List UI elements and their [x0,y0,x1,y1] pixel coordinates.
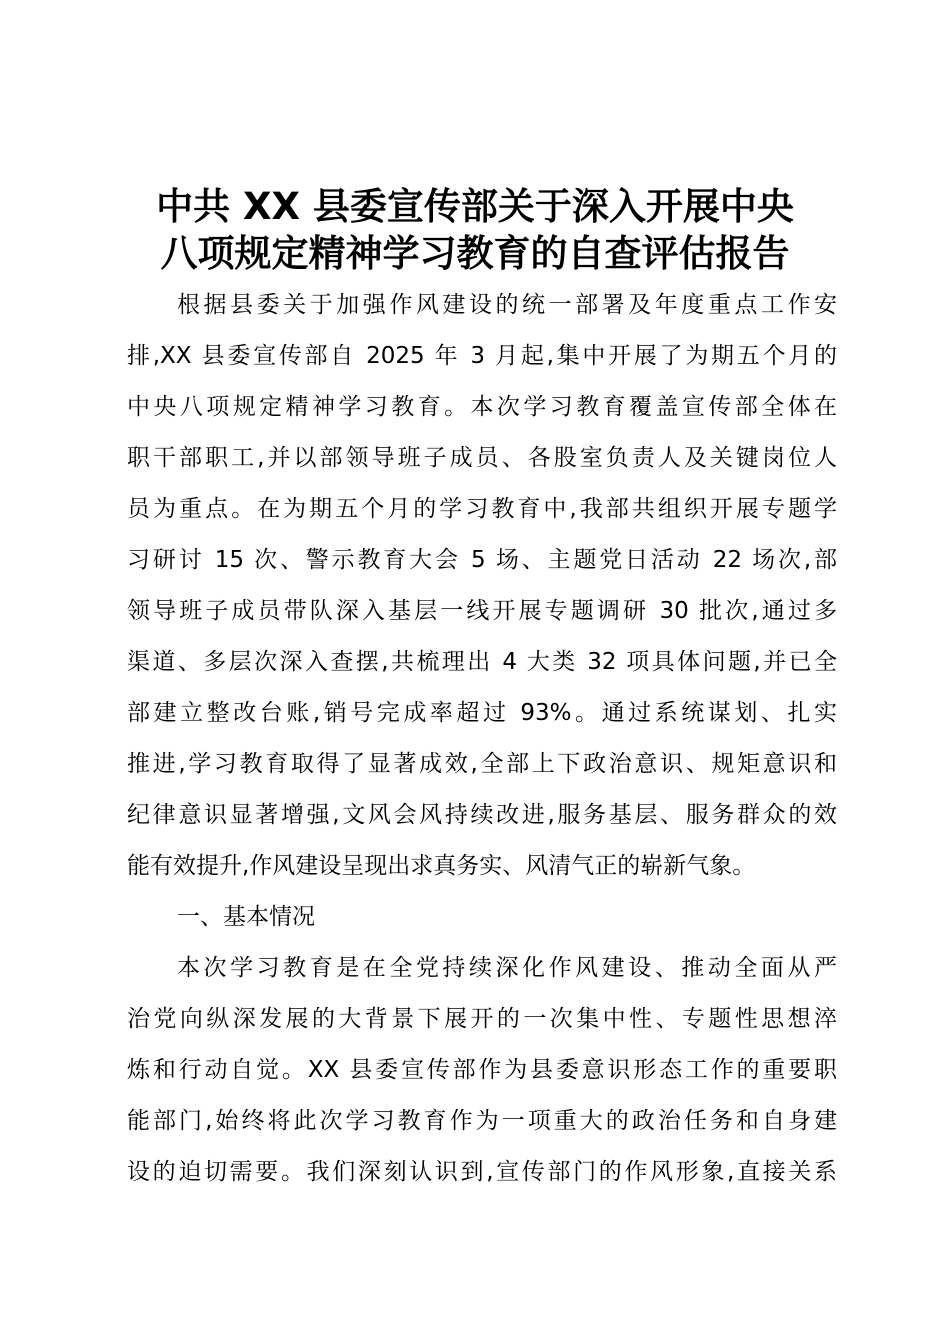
paragraph-line: 治党向纵深发展的大背景下展开的一次集中性、专题性思想淬 [127,1006,837,1032]
section-heading: 一、基本情况 [177,904,315,930]
paragraph-line: 领导班子成员带队深入基层一线开展专题调研 30 批次,通过多 [127,598,837,624]
paragraph-line: 设的迫切需要。我们深刻认识到,宣传部门的作风形象,直接关系 [127,1159,837,1185]
paragraph-line: 炼和行动自觉。XX 县委宣传部作为县委意识形态工作的重要职 [127,1057,837,1083]
document-body [127,280,837,1198]
paragraph-line: 职干部职工,并以部领导班子成员、各股室负责人及关键岗位人 [127,445,837,471]
paragraph-line: 习研讨 15 次、警示教育大会 5 场、主题党日活动 22 场次,部 [127,547,837,573]
paragraph-line: 根据县委关于加强作风建设的统一部署及年度重点工作安 [177,292,837,318]
paragraph-line: 排,XX 县委宣传部自 2025 年 3 月起,集中开展了为期五个月的 [127,343,837,369]
paragraph-line: 本次学习教育是在全党持续深化作风建设、推动全面从严 [177,955,837,981]
paragraph-1 [127,280,837,892]
paragraph-2 [127,943,837,1198]
title-line-2: 八项规定精神学习教育的自查评估报告 [160,232,790,275]
paragraph-line: 能有效提升,作风建设呈现出求真务实、风清气正的崭新气象。 [127,853,756,879]
title-line-1: 中共 XX 县委宣传部关于深入开展中央 [156,185,794,228]
paragraph-line: 渠道、多层次深入查摆,共梳理出 4 大类 32 项具体问题,并已全 [127,649,837,675]
document-title [110,183,840,277]
paragraph-line: 员为重点。在为期五个月的学习教育中,我部共组织开展专题学 [127,496,837,522]
paragraph-line: 推进,学习教育取得了显著成效,全部上下政治意识、规矩意识和 [127,751,837,777]
paragraph-line: 能部门,始终将此次学习教育作为一项重大的政治任务和自身建 [127,1108,837,1134]
paragraph-line: 中央八项规定精神学习教育。本次学习教育覆盖宣传部全体在 [127,394,837,420]
paragraph-line: 部建立整改台账,销号完成率超过 93%。通过系统谋划、扎实 [127,700,837,726]
paragraph-line: 纪律意识显著增强,文风会风持续改进,服务基层、服务群众的效 [127,802,837,828]
